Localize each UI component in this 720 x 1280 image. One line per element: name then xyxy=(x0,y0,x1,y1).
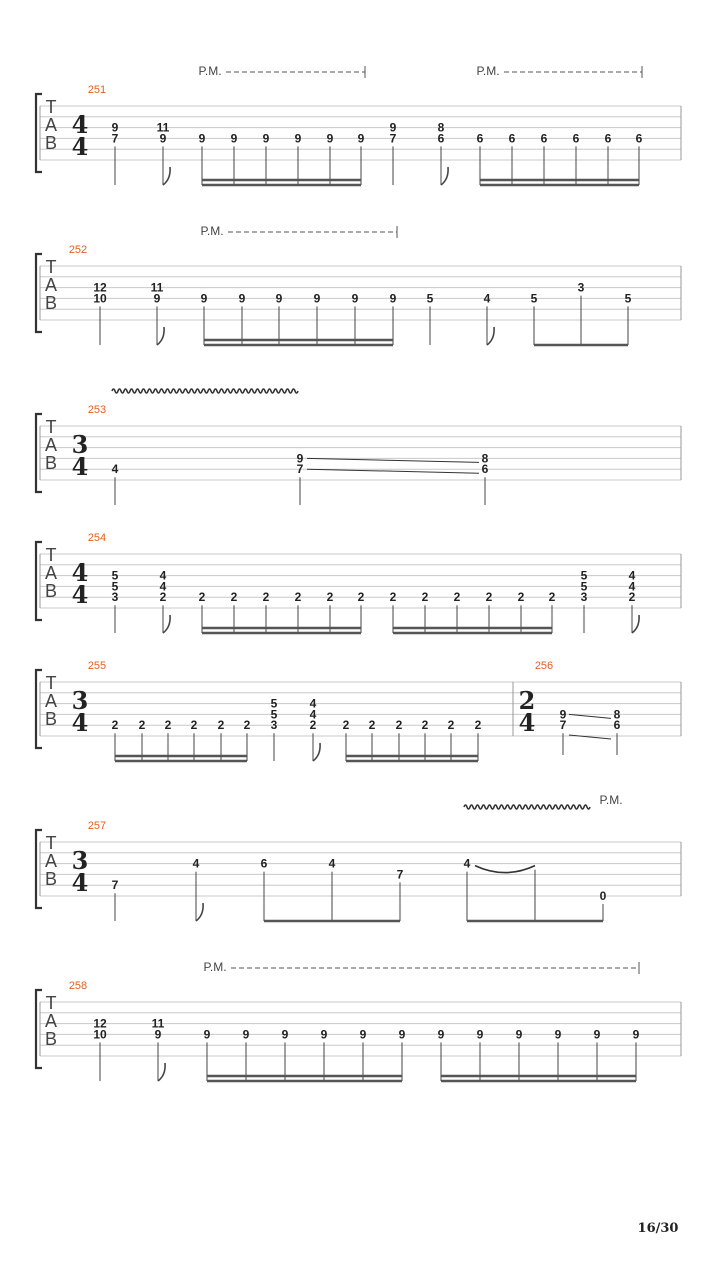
fret-number: 9 xyxy=(154,1027,162,1042)
fret-number: 9 xyxy=(281,1027,289,1042)
fret-number: 2 xyxy=(389,590,397,605)
measure-number: 253 xyxy=(87,404,107,416)
fret-number: 8 xyxy=(613,707,621,722)
fret-number: 7 xyxy=(396,867,404,882)
fret-number: 3 xyxy=(580,590,588,605)
fret-number: 7 xyxy=(296,462,304,477)
fret-number: 2 xyxy=(453,590,461,605)
fret-number: 9 xyxy=(198,131,206,146)
fret-number: 2 xyxy=(474,718,482,733)
fret-number: 9 xyxy=(238,291,246,306)
fret-number: 9 xyxy=(275,291,283,306)
fret-number: 5 xyxy=(530,291,538,306)
fret-number: 9 xyxy=(357,131,365,146)
fret-number: 6 xyxy=(260,856,268,871)
tab-clef-letter: A xyxy=(44,691,58,711)
fret-number: 5 xyxy=(270,707,278,722)
tab-clef-letter: T xyxy=(45,673,57,693)
note-flag xyxy=(158,1063,165,1081)
fret-number: 2 xyxy=(548,590,556,605)
fret-number: 5 xyxy=(580,579,588,594)
fret-number: 9 xyxy=(200,291,208,306)
fret-number: 9 xyxy=(476,1027,484,1042)
tab-clef-letter: B xyxy=(44,869,58,889)
fret-number: 6 xyxy=(540,131,548,146)
fret-number: 2 xyxy=(243,718,251,733)
fret-number: 9 xyxy=(320,1027,328,1042)
fret-number: 9 xyxy=(242,1027,250,1042)
tab-clef-letter: T xyxy=(45,993,57,1013)
fret-number: 9 xyxy=(437,1027,445,1042)
fret-number: 7 xyxy=(559,718,567,733)
tab-clef-letter: A xyxy=(44,563,58,583)
fret-number: 2 xyxy=(198,590,206,605)
fret-number: 2 xyxy=(138,718,146,733)
palm-mute-label: P.M. xyxy=(476,64,500,78)
fret-number: 6 xyxy=(635,131,643,146)
fret-number: 3 xyxy=(111,590,119,605)
time-signature-numerator: 3 xyxy=(71,430,89,459)
vibrato-mark xyxy=(464,805,590,809)
slide-line xyxy=(307,458,479,462)
fret-number: 12 xyxy=(93,1016,107,1031)
note-flag xyxy=(163,167,170,185)
fret-number: 4 xyxy=(463,856,471,871)
time-signature-denominator: 4 xyxy=(71,708,89,737)
fret-number: 6 xyxy=(604,131,612,146)
fret-number: 9 xyxy=(632,1027,640,1042)
fret-number: 11 xyxy=(156,120,170,135)
time-signature-denominator: 4 xyxy=(71,868,89,897)
time-signature-denominator: 4 xyxy=(71,580,89,609)
fret-number: 4 xyxy=(159,579,167,594)
fret-number: 9 xyxy=(230,131,238,146)
fret-number: 7 xyxy=(389,131,397,146)
fret-number: 6 xyxy=(476,131,484,146)
fret-number: 9 xyxy=(294,131,302,146)
note-flag xyxy=(157,327,164,345)
time-signature-numerator: 3 xyxy=(71,846,89,875)
fret-number: 9 xyxy=(111,120,119,135)
fret-number: 2 xyxy=(421,590,429,605)
measure-number: 255 xyxy=(87,660,107,672)
time-signature-numerator: 3 xyxy=(71,686,89,715)
time-signature-numerator: 2 xyxy=(518,686,536,715)
fret-number: 2 xyxy=(421,718,429,733)
measure-number: 256 xyxy=(534,660,554,672)
fret-number: 6 xyxy=(613,718,621,733)
tab-clef-letter: T xyxy=(45,97,57,117)
fret-number: 5 xyxy=(111,568,119,583)
fret-number: 9 xyxy=(262,131,270,146)
tab-clef-letter: A xyxy=(44,1011,58,1031)
measure-number: 258 xyxy=(68,980,88,992)
fret-number: 4 xyxy=(309,696,317,711)
fret-number: 2 xyxy=(357,590,365,605)
measure-number: 252 xyxy=(68,244,88,256)
tab-clef-letter: B xyxy=(44,133,58,153)
fret-number: 9 xyxy=(159,131,167,146)
fret-number: 2 xyxy=(309,718,317,733)
fret-number: 2 xyxy=(294,590,302,605)
note-flag xyxy=(441,167,448,185)
fret-number: 5 xyxy=(426,291,434,306)
slide-line xyxy=(307,469,479,473)
tab-clef-letter: A xyxy=(44,851,58,871)
fret-number: 5 xyxy=(111,579,119,594)
fret-number: 9 xyxy=(559,707,567,722)
fret-number: 9 xyxy=(389,291,397,306)
fret-number: 7 xyxy=(111,131,119,146)
fret-number: 9 xyxy=(351,291,359,306)
fret-number: 7 xyxy=(111,878,119,893)
fret-number: 3 xyxy=(577,280,585,295)
fret-number: 2 xyxy=(368,718,376,733)
fret-number: 10 xyxy=(93,291,107,306)
fret-number: 0 xyxy=(599,889,607,903)
fret-number: 8 xyxy=(437,120,445,135)
tab-clef-letter: T xyxy=(45,545,57,565)
measure-number: 257 xyxy=(87,820,107,832)
fret-number: 2 xyxy=(190,718,198,733)
tab-clef-letter: T xyxy=(45,833,57,853)
fret-number: 4 xyxy=(159,568,167,583)
fret-number: 2 xyxy=(447,718,455,733)
fret-number: 10 xyxy=(93,1027,107,1042)
note-flag xyxy=(163,615,170,633)
fret-number: 9 xyxy=(359,1027,367,1042)
measure-number: 251 xyxy=(87,84,107,96)
fret-number: 2 xyxy=(111,718,119,733)
time-signature-denominator: 4 xyxy=(71,132,89,161)
fret-number: 9 xyxy=(313,291,321,306)
fret-number: 8 xyxy=(481,451,489,466)
fret-number: 5 xyxy=(624,291,632,306)
note-flag xyxy=(196,903,203,921)
tab-clef-letter: B xyxy=(44,453,58,473)
fret-number: 4 xyxy=(192,856,200,871)
tab-clef-letter: A xyxy=(44,435,58,455)
note-flag xyxy=(313,743,320,761)
fret-number: 4 xyxy=(628,579,636,594)
fret-number: 9 xyxy=(389,120,397,135)
fret-number: 9 xyxy=(296,451,304,466)
fret-number: 2 xyxy=(395,718,403,733)
palm-mute-label: P.M. xyxy=(200,224,224,238)
fret-number: 9 xyxy=(515,1027,523,1042)
palm-mute-label: P.M. xyxy=(203,960,227,974)
fret-number: 3 xyxy=(270,718,278,733)
measure-number: 254 xyxy=(87,532,107,544)
page-number: 16/30 xyxy=(637,1221,679,1236)
fret-number: 4 xyxy=(111,462,119,477)
fret-number: 4 xyxy=(628,568,636,583)
fret-number: 6 xyxy=(481,462,489,477)
time-signature-denominator: 4 xyxy=(71,452,89,481)
fret-number: 6 xyxy=(572,131,580,146)
fret-number: 4 xyxy=(328,856,336,871)
fret-number: 2 xyxy=(342,718,350,733)
tab-clef-letter: B xyxy=(44,1029,58,1049)
fret-number: 9 xyxy=(593,1027,601,1042)
tab-clef-letter: T xyxy=(45,257,57,277)
tab-clef-letter: B xyxy=(44,581,58,601)
tie-arc xyxy=(475,866,535,873)
fret-number: 9 xyxy=(153,291,161,306)
fret-number: 2 xyxy=(164,718,172,733)
fret-number: 2 xyxy=(159,590,167,605)
fret-number: 2 xyxy=(517,590,525,605)
note-flag xyxy=(632,615,639,633)
fret-number: 11 xyxy=(151,1016,165,1031)
tab-clef-letter: T xyxy=(45,417,57,437)
fret-number: 4 xyxy=(309,707,317,722)
time-signature-numerator: 4 xyxy=(71,110,89,139)
fret-number: 2 xyxy=(485,590,493,605)
palm-mute-label: P.M. xyxy=(599,793,623,807)
tab-clef-letter: B xyxy=(44,293,58,313)
time-signature-denominator: 4 xyxy=(518,708,536,737)
fret-number: 5 xyxy=(270,696,278,711)
fret-number: 9 xyxy=(326,131,334,146)
fret-number: 11 xyxy=(150,280,164,295)
fret-number: 6 xyxy=(508,131,516,146)
tab-clef-letter: A xyxy=(44,115,58,135)
tab-clef-letter: A xyxy=(44,275,58,295)
fret-number: 9 xyxy=(554,1027,562,1042)
fret-number: 6 xyxy=(437,131,445,146)
tab-clef-letter: B xyxy=(44,709,58,729)
note-flag xyxy=(487,327,494,345)
fret-number: 12 xyxy=(93,280,107,295)
fret-number: 2 xyxy=(230,590,238,605)
fret-number: 2 xyxy=(628,590,636,605)
slide-line xyxy=(569,714,611,718)
fret-number: 9 xyxy=(398,1027,406,1042)
palm-mute-label: P.M. xyxy=(198,64,222,78)
fret-number: 4 xyxy=(483,291,491,306)
time-signature-numerator: 4 xyxy=(71,558,89,587)
vibrato-mark xyxy=(112,389,298,393)
fret-number: 2 xyxy=(262,590,270,605)
fret-number: 5 xyxy=(580,568,588,583)
fret-number: 2 xyxy=(326,590,334,605)
fret-number: 2 xyxy=(217,718,225,733)
fret-number: 9 xyxy=(203,1027,211,1042)
